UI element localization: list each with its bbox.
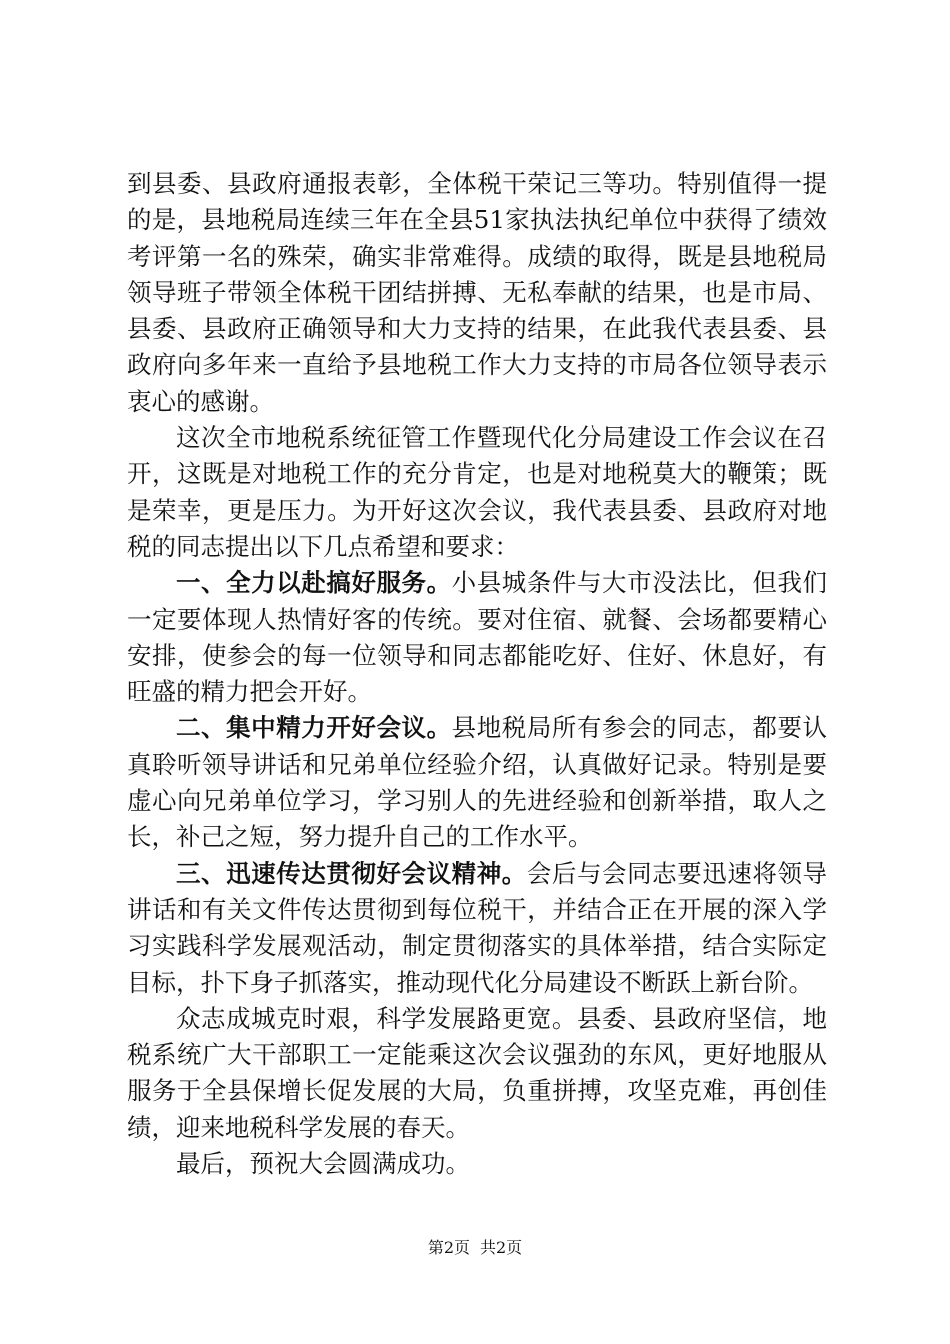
paragraph-6 [127,1001,827,1146]
paragraph-7 [127,1146,827,1182]
paragraph-1 [127,166,827,420]
paragraph-text: 众志成城克时艰，科学发展路更宽。县委、县政府坚信，地税系统广大干部职工一定能乘这次会议强劲的东风，更好地服从服务于全县保增长促发展的大局，负重拼搏，攻坚克难，再创佳绩，迎来地税科学发展的春天。 [127,1003,827,1142]
paragraph-4 [127,710,827,855]
paragraph-text: 到县委、县政府通报表彰，全体税干荣记三等功。特别值得一提的是，县地税局连续三年在全县51家执法执纪单位中获得了绩效考评第一名的殊荣，确实非常难得。成绩的取得，既是县地税局领导班子带领全体税干团结拼搏、无私奉献的结果，也是市局、县委、县政府正确领导和大力支持的结果，在此我代表县委、县政府向多年来一直给予县地税工作大力支持的市局各位领导表示衷心的感谢。 [127,169,827,416]
paragraph-heading: 三、迅速传达贯彻好会议精神。 [176,858,527,888]
page-footer [0,1238,950,1258]
paragraph-heading: 二、集中精力开好会议。 [176,713,452,743]
paragraph-5 [127,856,827,1001]
page-total: 共2页 [480,1238,523,1257]
paragraph-heading: 一、全力以赴搞好服务。 [176,568,452,598]
paragraph-text: 县地税局所有参会的同志，都要认真聆听领导讲话和兄弟单位经验介绍，认真做好记录。特别是要虚心向兄弟单位学习，学习别人的先进经验和创新举措，取人之长，补己之短，努力提升自己的工作水平。 [127,713,828,852]
paragraph-text: 这次全市地税系统征管工作暨现代化分局建设工作会议在召开，这既是对地税工作的充分肯定，也是对地税莫大的鞭策；既是荣幸，更是压力。为开好这次会议，我代表县委、县政府对地税的同志提出以下几点希望和要求： [127,423,827,561]
document-body [127,166,827,1182]
paragraph-text: 会后与会同志要迅速将领导讲话和有关文件传达贯彻到每位税干，并结合正在开展的深入学习实践科学发展观活动，制定贯彻落实的具体举措，结合实际定目标，扑下身子抓落实，推动现代化分局建设不断跃上新台阶。 [127,858,828,997]
paragraph-2 [127,420,827,565]
paragraph-3 [127,565,827,710]
page-number: 第2页 [427,1238,470,1257]
paragraph-text: 最后，预祝大会圆满成功。 [176,1149,470,1179]
paragraph-text: 小县城条件与大市没法比，但我们一定要体现人热情好客的传统。要对住宿、就餐、会场都要精心安排，使参会的每一位领导和同志都能吃好、住好、休息好，有旺盛的精力把会开好。 [127,568,828,707]
